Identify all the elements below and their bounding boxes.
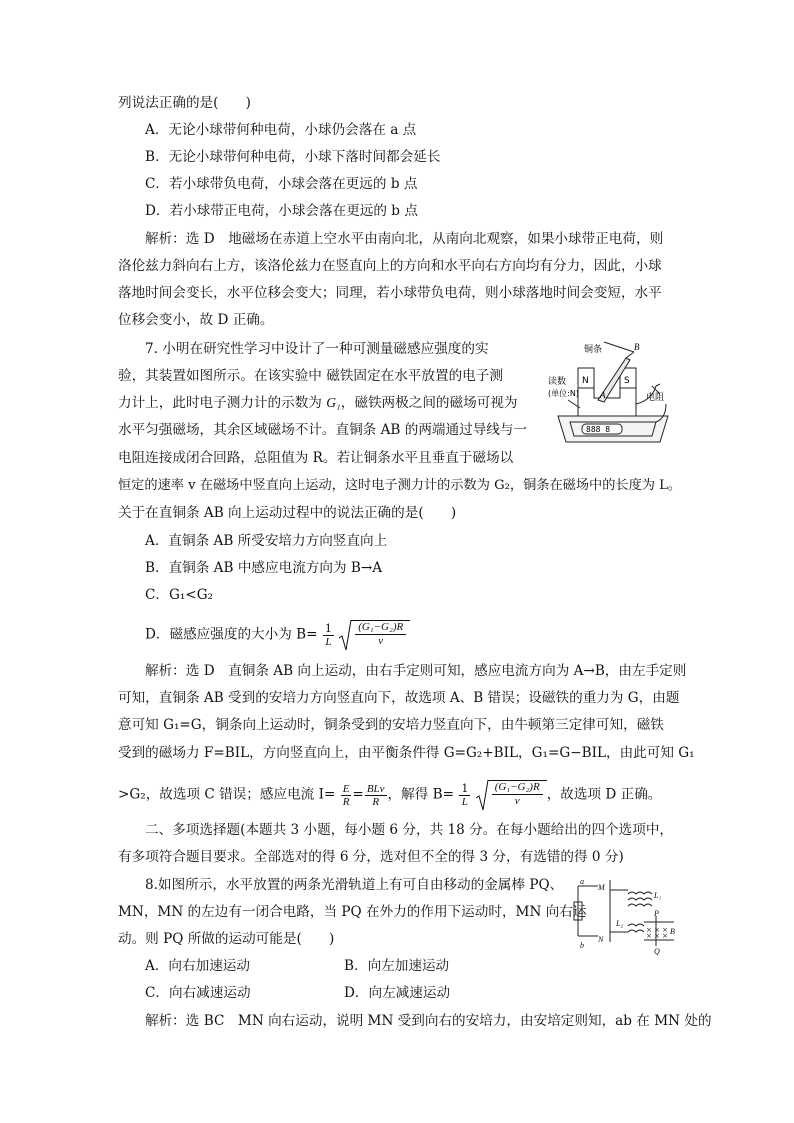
q8-solution-line: 解析：选 BC MN 向右运动，说明 MN 受到向右的安培力，由安培定则知，ab 在 MN 处的: [145, 1013, 712, 1029]
label-p: P: [654, 909, 659, 918]
q6-solution-line: 位移会变小，故 D 正确。: [118, 312, 274, 328]
q8-option-a: A．向右加速运动: [145, 958, 250, 974]
q6-stem-end: 列说法正确的是( ): [118, 95, 251, 111]
q8-option-d: D．向左减速运动: [344, 985, 451, 1001]
q7-stem-line: 7. 小明在研究性学习中设计了一种可测量磁感应强度的实: [145, 341, 489, 357]
magnet-apparatus-figure: [548, 338, 678, 450]
label-copper: 铜条: [584, 345, 603, 355]
svg-text:×: ×: [654, 932, 660, 940]
q7-stem-line: 力计上，此时电子测力计的示数为 G₁，磁铁两极之间的磁场可视为: [118, 395, 518, 411]
label-n-pole: N: [582, 376, 589, 386]
q7-solution-line: >G₂，故选项 C 错误；感应电流 I= $\frac{E}{R}$ = $\frac{\text{BLv}}{R}$ ，解得 B= $\frac{1}{L}$ $\frac{\text{(G₁−G₂)R}}{v}$ ，故选项 D 正确。: [118, 780, 661, 810]
label-a: A: [600, 390, 606, 400]
q6-option-a: A．无论小球带何种电荷，小球仍会落在 a 点: [145, 122, 417, 138]
q6-solution-line: 落地时间会变长，水平位移会变大；同理，若小球带负电荷，则小球落地时间会变短，水平: [118, 285, 662, 301]
q8-stem-line: MN，MN 的左边有一闭合电路，当 PQ 在外力的作用下运动时，MN 向右运: [118, 904, 587, 920]
label-resistor: 电阻: [646, 393, 665, 403]
q7-option-c: C．G₁<G₂: [145, 587, 214, 603]
display-reading: 888 8: [586, 425, 611, 434]
section-instructions: 有多项符合题目要求。全部选对的得 6 分，选对但不全的得 3 分，有选错的得 0 分): [118, 849, 624, 865]
q7-solution-line: 受到的磁场力 F=BIL，方向竖直向上，由平衡条件得 G=G₂+BIL，G₁=G−BIL，由此可知 G₁: [118, 745, 695, 761]
q7-stem-line: 恒定的速率 v 在磁场中竖直向上运动，这时电子测力计的示数为 G₂，铜条在磁场中的长度为 L。: [118, 478, 682, 493]
q7-stem-line: 验，其装置如图所示。在该实验中 磁铁固定在水平放置的电子测: [118, 368, 503, 384]
q7-option-b: B．直铜条 AB 中感应电流方向为 B→A: [145, 560, 383, 576]
q7-solution-line: 意可知 G₁=G，铜条向上运动时，铜条受到的安培力竖直向下，由牛顿第三定律可知，磁铁: [118, 717, 664, 733]
label-q: Q: [654, 947, 660, 956]
svg-text:×: ×: [646, 926, 652, 934]
fraction-1-over-l: $\frac{1}{L}$: [461, 781, 469, 808]
rails-circuit-figure: [570, 876, 680, 956]
q7-solution-line: 可知，直铜条 AB 受到的安培力方向竖直向下，故选项 A、B 错误；设磁铁的重力为 G，由题: [118, 690, 680, 706]
label-field-b: B: [670, 927, 675, 936]
q6-option-c: C．若小球带负电荷，小球会落在更远的 b 点: [145, 176, 418, 192]
q6-option-d: D．若小球带正电荷，小球会落在更远的 b 点: [145, 203, 418, 219]
section-heading: 二、多项选择题(本题共 3 小题，每小题 6 分，共 18 分。在每小题给出的四个选项中，: [145, 822, 674, 838]
label-l1: L₁: [654, 891, 662, 900]
q7-solution-line: 解析：选 D 直铜条 AB 向上运动，由右手定则可知，感应电流方向为 A→B，由左手定则: [145, 663, 687, 679]
q6-solution-line: 洛伦兹力斜向右上方，该洛伦兹力在竖直向上的方向和水平向右方向均有分力，因此，小球: [118, 258, 662, 274]
svg-text:×: ×: [662, 926, 668, 934]
q7-option-a: A．直铜条 AB 所受安培力方向竖直向上: [145, 533, 388, 549]
q7-stem-line: 电阻连接成闭合回路，总阻值为 R。若让铜条水平且垂直于磁场以: [118, 450, 514, 466]
label-b: b: [580, 941, 584, 950]
q7-option-d: D．磁感应强度的大小为 B= $\frac{1}{L}$ $\frac{\text{(G₁−G₂)R}}{v}$: [145, 620, 410, 650]
label-unit: (单位:N): [548, 389, 579, 398]
fraction-blv-over-r: $\frac{\text{BLv}}{R}$: [366, 782, 385, 808]
sqrt-expression: $\frac{\text{(G₁−G₂)R}}{v}$: [339, 620, 410, 650]
label-b: B: [634, 342, 640, 352]
q8-option-c: C．向右减速运动: [145, 985, 251, 1001]
label-n: N: [598, 935, 604, 944]
q7-stem-line: 关于在直铜条 AB 向上运动过程中的说法正确的是( ): [118, 505, 457, 521]
q6-option-b: B．无论小球带何种电荷，小球下落时间都会延长: [145, 149, 441, 165]
svg-text:×: ×: [654, 926, 660, 934]
svg-text:×: ×: [646, 932, 652, 940]
q7-stem-line: 水平匀强磁场，其余区域磁场不计。直铜条 AB 的两端通过导线与一: [118, 422, 528, 438]
fraction-e-over-r: $\frac{E}{R}$: [342, 782, 350, 808]
q8-stem-line: 8.如图所示，水平放置的两条光滑轨道上有可自由移动的金属棒 PQ、: [145, 877, 564, 893]
q6-solution-line: 解析：选 D 地磁场在赤道上空水平由南向北，从南向北观察，如果小球带正电荷，则: [145, 231, 664, 247]
label-reading: 读数: [548, 377, 567, 387]
label-s-pole: S: [624, 376, 630, 386]
q8-option-b: B．向左加速运动: [344, 958, 450, 974]
svg-text:×: ×: [662, 932, 668, 940]
label-a: a: [580, 877, 584, 886]
sqrt-expression: $\frac{\text{(G₁−G₂)R}}{v}$: [476, 780, 547, 810]
label-m: M: [598, 883, 605, 892]
label-l2: L₂: [616, 919, 624, 928]
q8-stem-line: 动。则 PQ 所做的运动可能是( ): [118, 931, 335, 947]
fraction-1-over-l: $\frac{1}{L}$: [324, 621, 332, 648]
